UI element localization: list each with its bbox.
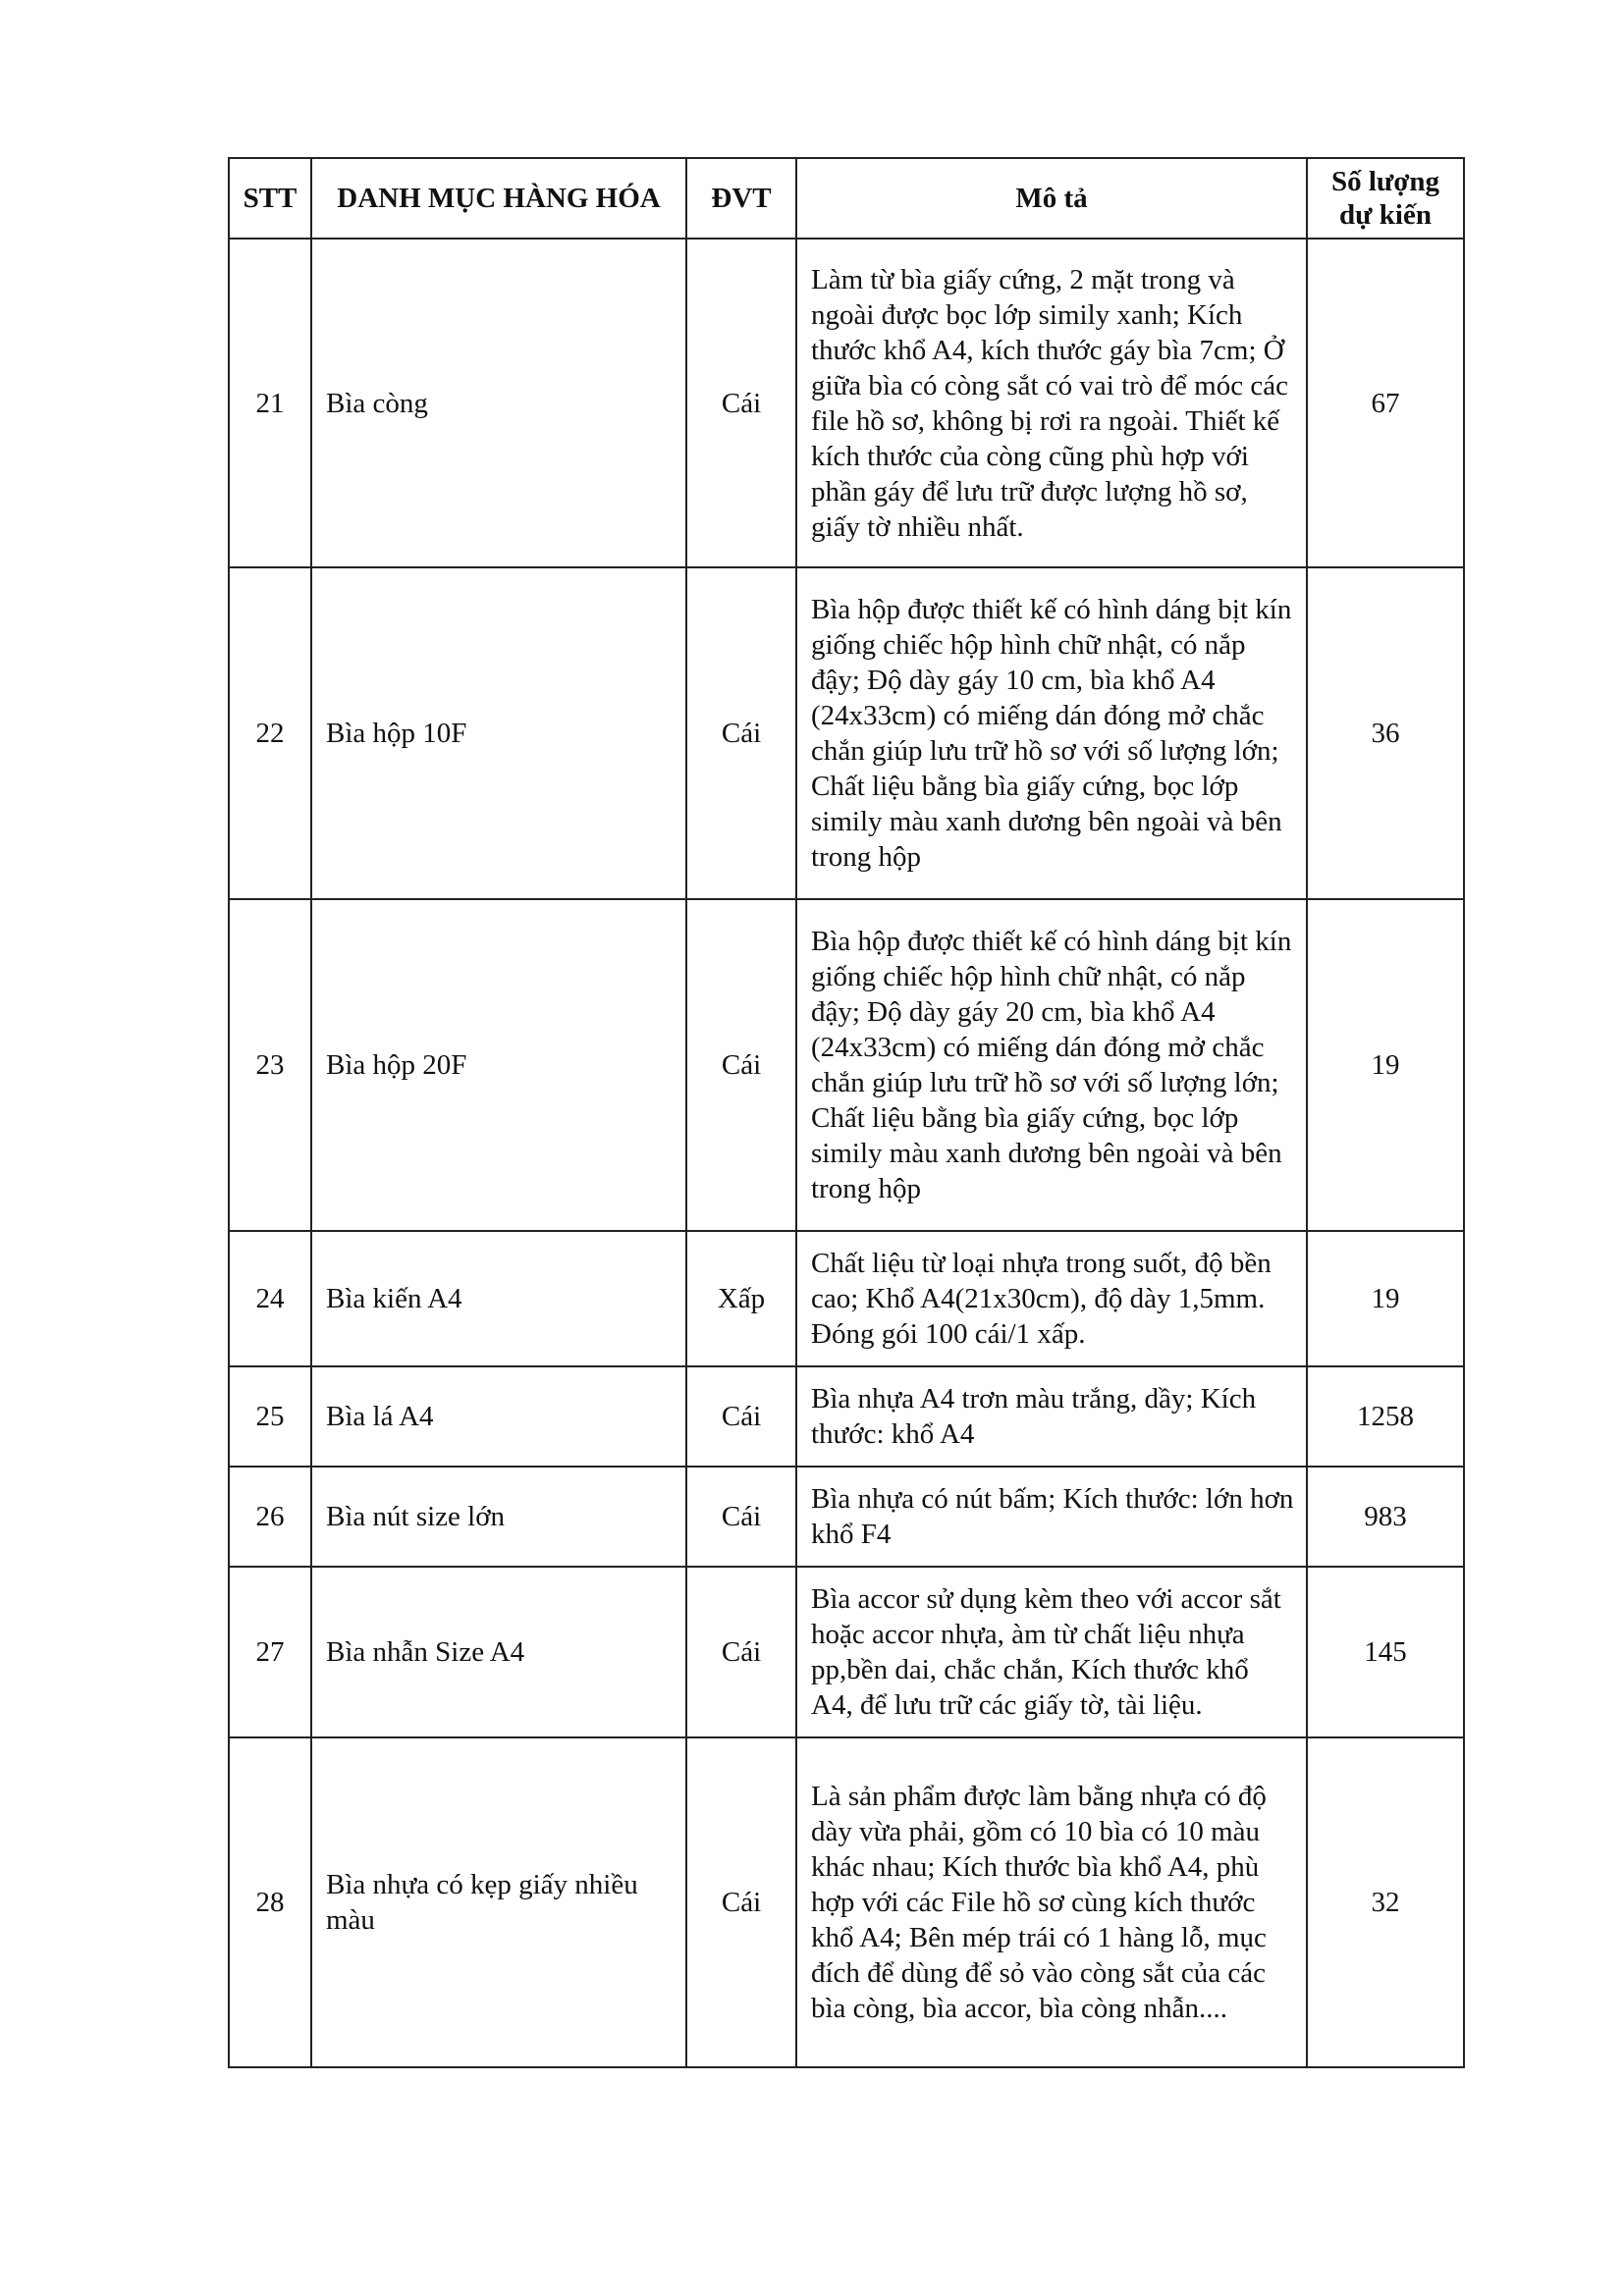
- goods-table: [228, 157, 1465, 2068]
- row-name: Bìa nút size lớn: [311, 1467, 686, 1567]
- row-name: Bìa nhựa có kẹp giấy nhiều màu: [311, 1737, 686, 2067]
- row-unit: Cái: [686, 239, 796, 567]
- row-name: Bìa lá A4: [311, 1366, 686, 1467]
- table-row: [229, 1231, 1464, 1366]
- row-stt: 25: [229, 1366, 311, 1467]
- header-stt: STT: [229, 158, 311, 239]
- row-description: Chất liệu từ loại nhựa trong suốt, độ bền cao; Khổ A4(21x30cm), độ dày 1,5mm. Đóng gói 100 cái/1 xấp.: [796, 1231, 1307, 1366]
- row-quantity: 32: [1307, 1737, 1464, 2067]
- row-quantity: 983: [1307, 1467, 1464, 1567]
- row-unit: Cái: [686, 567, 796, 899]
- row-stt: 21: [229, 239, 311, 567]
- row-quantity: 1258: [1307, 1366, 1464, 1467]
- header-quantity-line1: Số lượng: [1330, 166, 1440, 197]
- row-unit: Cái: [686, 1467, 796, 1567]
- table-row: [229, 1366, 1464, 1467]
- header-unit: ĐVT: [686, 158, 796, 239]
- table-row: [229, 899, 1464, 1231]
- table-row: [229, 239, 1464, 567]
- row-unit: Cái: [686, 899, 796, 1231]
- table-row: [229, 1737, 1464, 2067]
- row-name: Bìa hộp 20F: [311, 899, 686, 1231]
- row-description: Làm từ bìa giấy cứng, 2 mặt trong và ngoài được bọc lớp simily xanh; Kích thước khổ A4, kích thước gáy bìa 7cm; Ở giữa bìa có còng sắt có vai trò để móc các file hồ sơ, không bị rơi ra ngoài. Thiết kế kích thước của còng cũng phù hợp với phần gáy để lưu trữ được lượng hồ sơ, giấy tờ nhiều nhất.: [796, 239, 1307, 567]
- row-quantity: 145: [1307, 1567, 1464, 1737]
- row-quantity: 67: [1307, 239, 1464, 567]
- row-unit: Cái: [686, 1366, 796, 1467]
- row-stt: 28: [229, 1737, 311, 2067]
- row-name: Bìa nhẫn Size A4: [311, 1567, 686, 1737]
- header-quantity: [1307, 158, 1464, 239]
- row-description: Bìa hộp được thiết kế có hình dáng bịt kín giống chiếc hộp hình chữ nhật, có nắp đậy; Độ dày gáy 20 cm, bìa khổ A4 (24x33cm) có miếng dán đóng mở chắc chắn giúp lưu trữ hồ sơ với số lượng lớn; Chất liệu bằng bìa giấy cứng, bọc lớp simily màu xanh dương bên ngoài và bên trong hộp: [796, 899, 1307, 1231]
- header-description: Mô tả: [796, 158, 1307, 239]
- row-name: Bìa còng: [311, 239, 686, 567]
- table-row: [229, 1567, 1464, 1737]
- row-stt: 23: [229, 899, 311, 1231]
- row-unit: Cái: [686, 1567, 796, 1737]
- row-quantity: 19: [1307, 899, 1464, 1231]
- row-name: Bìa kiến A4: [311, 1231, 686, 1366]
- row-name: Bìa hộp 10F: [311, 567, 686, 899]
- row-description: Bìa accor sử dụng kèm theo với accor sắt hoặc accor nhựa, àm từ chất liệu nhựa pp,bền dai, chắc chắn, Kích thước khổ A4, để lưu trữ các giấy tờ, tài liệu.: [796, 1567, 1307, 1737]
- row-unit: Cái: [686, 1737, 796, 2067]
- row-stt: 22: [229, 567, 311, 899]
- row-stt: 26: [229, 1467, 311, 1567]
- table-row: [229, 1467, 1464, 1567]
- table-header-row: [229, 158, 1464, 239]
- table-row: [229, 567, 1464, 899]
- row-description: Bìa nhựa A4 trơn màu trắng, dầy; Kích thước: khổ A4: [796, 1366, 1307, 1467]
- row-description: Bìa hộp được thiết kế có hình dáng bịt kín giống chiếc hộp hình chữ nhật, có nắp đậy; Độ dày gáy 10 cm, bìa khổ A4 (24x33cm) có miếng dán đóng mở chắc chắn giúp lưu trữ hồ sơ với số lượng lớn; Chất liệu bằng bìa giấy cứng, bọc lớp simily màu xanh dương bên ngoài và bên trong hộp: [796, 567, 1307, 899]
- header-quantity-line2: dự kiến: [1339, 199, 1432, 231]
- row-description: Là sản phẩm được làm bằng nhựa có độ dày vừa phải, gồm có 10 bìa có 10 màu khác nhau; Kích thước bìa khổ A4, phù hợp với các File hồ sơ cùng kích thước khổ A4; Bên mép trái có 1 hàng lỗ, mục đích để dùng để sỏ vào còng sắt của các bìa còng, bìa accor, bìa còng nhẫn....: [796, 1737, 1307, 2067]
- row-quantity: 19: [1307, 1231, 1464, 1366]
- row-stt: 24: [229, 1231, 311, 1366]
- header-name: DANH MỤC HÀNG HÓA: [311, 158, 686, 239]
- row-quantity: 36: [1307, 567, 1464, 899]
- row-unit: Xấp: [686, 1231, 796, 1366]
- row-description: Bìa nhựa có nút bấm; Kích thước: lớn hơn khổ F4: [796, 1467, 1307, 1567]
- row-stt: 27: [229, 1567, 311, 1737]
